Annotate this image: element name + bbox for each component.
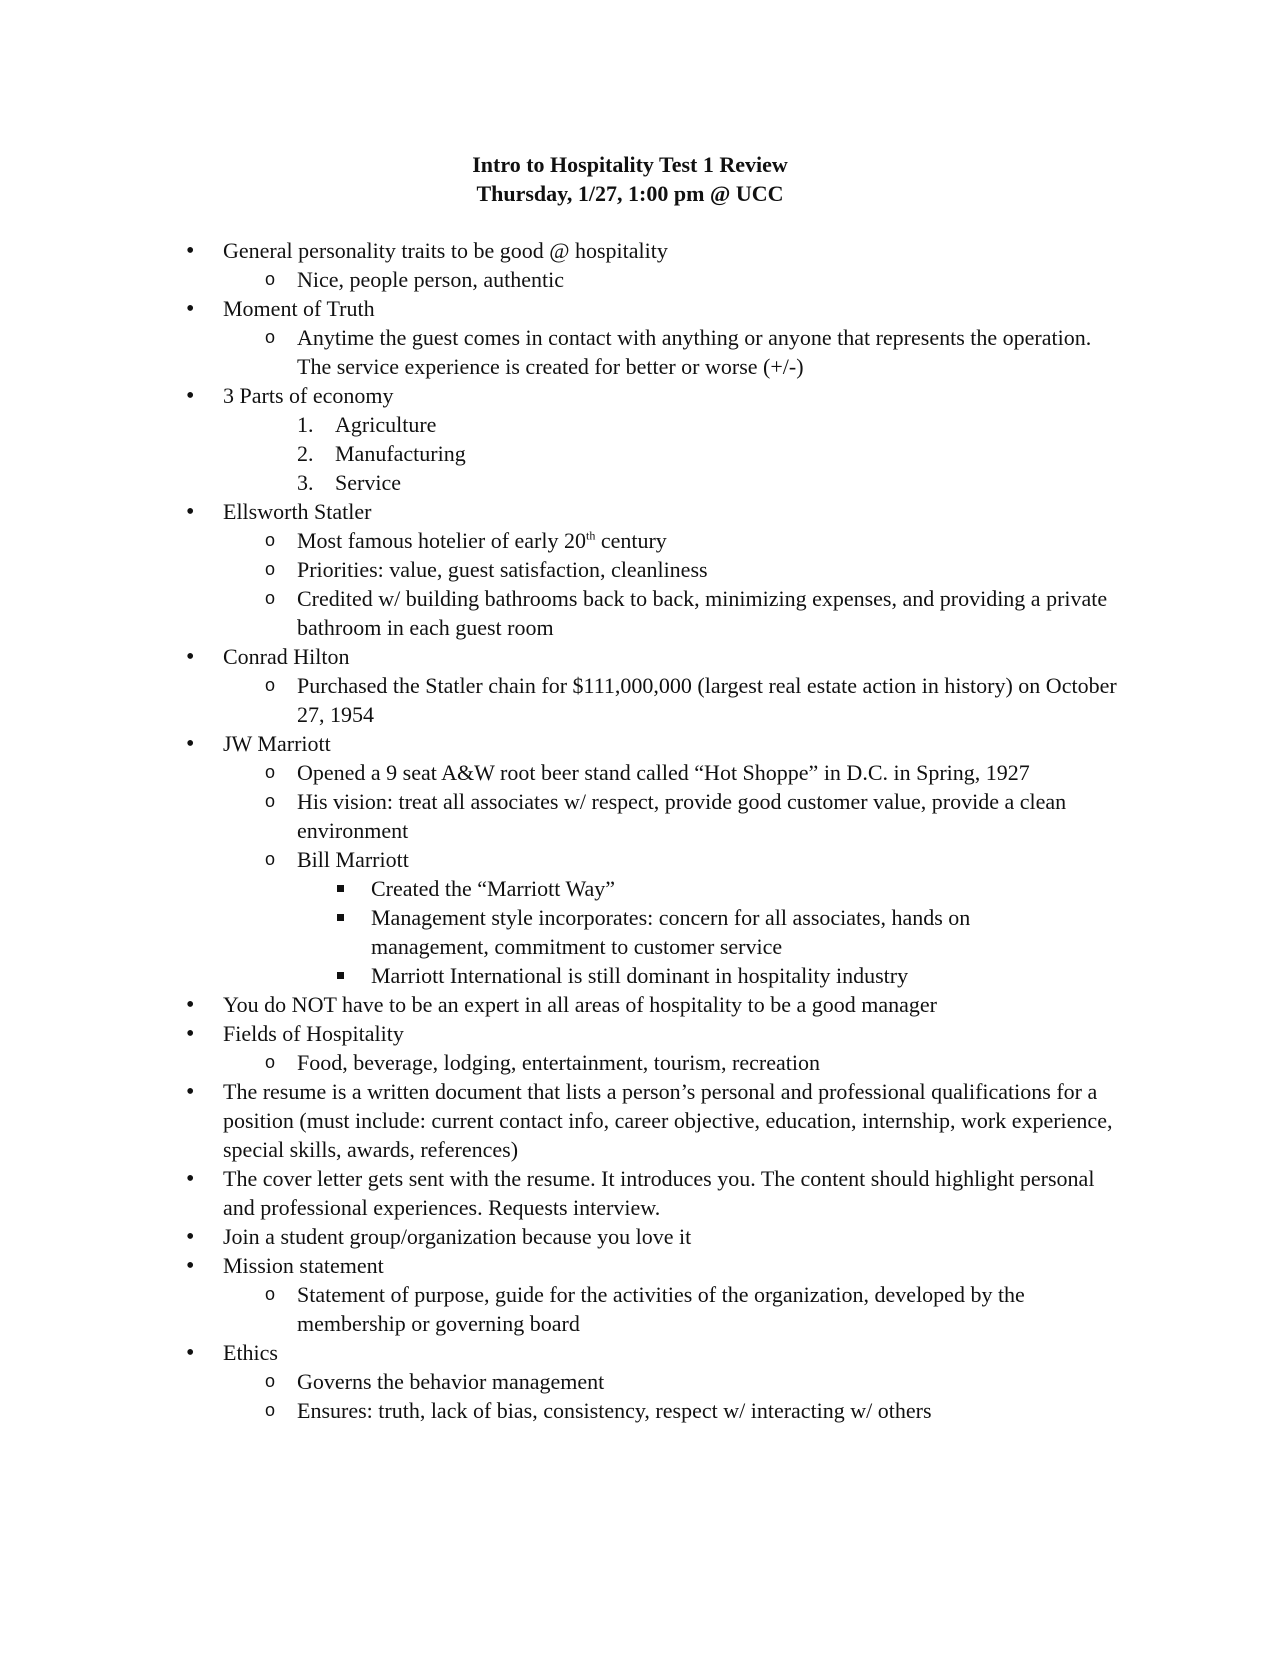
circle-bullet-icon: o [265,327,276,347]
list-number: 3. [297,470,314,495]
numbered-item [0,439,1280,468]
bullet-item [0,236,1280,265]
bullet-icon [186,1077,194,1107]
sub-bullet-item [0,671,1280,729]
circle-bullet-icon: o [265,675,276,695]
item-text: Management style incorporates: concern for all associates, hands on management, commitment to customer service [371,905,971,959]
item-text: Agriculture [335,412,437,437]
item-text: Ellsworth Statler [223,499,372,524]
numbered-item [0,468,1280,497]
item-text: Marriott International is still dominant in hospitality industry [371,963,909,988]
bullet-icon [186,729,194,759]
item-text: His vision: treat all associates w/ respect, provide good customer value, provide a clean environment [297,789,1067,843]
circle-bullet-icon: o [265,1371,276,1391]
list-number: 2. [297,441,314,466]
item-text: Conrad Hilton [223,644,350,669]
bullet-icon [186,381,194,411]
item-text: Service [335,470,401,495]
circle-bullet-icon: o [265,1284,276,1304]
circle-bullet-icon: o [265,559,276,579]
bullet-item [0,642,1280,671]
sub-bullet-item [0,1280,1280,1338]
bullet-icon [186,1338,194,1368]
item-text: You do NOT have to be an expert in all areas of hospitality to be a good manager [223,992,938,1017]
title-line-1: Intro to Hospitality Test 1 Review [472,152,788,177]
sub-bullet-item [0,555,1280,584]
item-text: Statement of purpose, guide for the activities of the organization, developed by the membership or governing board [297,1282,1025,1336]
circle-bullet-icon: o [265,269,276,289]
item-text: Credited w/ building bathrooms back to back, minimizing expenses, and providing a private bathroom in each guest room [297,586,1108,640]
bullet-icon [186,642,194,672]
bullet-item [0,729,1280,758]
sub-bullet-item [0,265,1280,294]
item-text: Manufacturing [335,441,466,466]
title-line-2: Thursday, 1/27, 1:00 pm @ UCC [476,181,784,206]
item-text: The resume is a written document that lists a person’s personal and professional qualifications for a position (must include: current contact info, career objective, education, internship, work experience, special skills, awards, references) [223,1079,1113,1162]
item-text: Opened a 9 seat A&W root beer stand called “Hot Shoppe” in D.C. in Spring, 1927 [297,760,1030,785]
circle-bullet-icon: o [265,1400,276,1420]
circle-bullet-icon: o [265,849,276,869]
bullet-icon [186,497,194,527]
item-text: Ethics [223,1340,278,1365]
square-bullet-icon [337,903,344,932]
bullet-icon [186,1019,194,1049]
sub-bullet-item [0,584,1280,642]
bullet-icon [186,1251,194,1281]
sub-sub-bullet-item [0,874,1280,903]
item-text: General personality traits to be good @ hospitality [223,238,668,263]
item-text: Bill Marriott [297,847,409,872]
bullet-item [0,1338,1280,1367]
sub-bullet-item [0,758,1280,787]
sub-sub-bullet-item [0,961,1280,990]
circle-bullet-icon: o [265,1052,276,1072]
superscript: th [586,528,596,543]
item-text: Join a student group/organization because you love it [223,1224,692,1249]
bullet-icon [186,1222,194,1252]
item-text: Mission statement [223,1253,384,1278]
sub-bullet-item [0,323,1280,381]
item-text: Food, beverage, lodging, entertainment, tourism, recreation [297,1050,820,1075]
square-bullet-icon [337,961,344,990]
bullet-icon [186,990,194,1020]
circle-bullet-icon: o [265,762,276,782]
sub-bullet-item [0,526,1280,555]
sub-bullet-item [0,1396,1280,1425]
bullet-item [0,1251,1280,1280]
sub-bullet-item [0,845,1280,874]
bullet-item [0,294,1280,323]
item-text: Purchased the Statler chain for $111,000,000 (largest real estate action in history) on October 27, 1954 [297,673,1117,727]
document-title [0,150,1260,208]
sub-bullet-item [0,1367,1280,1396]
bullet-item [0,1077,1280,1164]
sub-bullet-item [0,787,1280,845]
item-text: JW Marriott [223,731,331,756]
circle-bullet-icon: o [265,791,276,811]
list-number: 1. [297,412,314,437]
sub-sub-bullet-item [0,903,1280,961]
review-list [0,236,1280,1425]
item-text: Created the “Marriott Way” [371,876,615,901]
bullet-item [0,1222,1280,1251]
bullet-icon [186,236,194,266]
bullet-item [0,381,1280,410]
bullet-item [0,497,1280,526]
item-text: Ensures: truth, lack of bias, consistency, respect w/ interacting w/ others [297,1398,932,1423]
bullet-icon [186,1164,194,1194]
item-text: Fields of Hospitality [223,1021,404,1046]
item-text: Most famous hotelier of early 20th century [297,528,667,553]
item-text: Governs the behavior management [297,1369,605,1394]
item-text: Moment of Truth [223,296,375,321]
sub-bullet-item [0,1048,1280,1077]
item-text: Anytime the guest comes in contact with anything or anyone that represents the operation. The service experience is created for better or worse (+/-) [297,325,1092,379]
item-text: The cover letter gets sent with the resume. It introduces you. The content should highlight personal and professional experiences. Requests interview. [223,1166,1095,1220]
bullet-item [0,990,1280,1019]
bullet-item [0,1019,1280,1048]
item-text: Priorities: value, guest satisfaction, cleanliness [297,557,708,582]
bullet-icon [186,294,194,324]
item-text: Nice, people person, authentic [297,267,564,292]
bullet-item [0,1164,1280,1222]
item-text: 3 Parts of economy [223,383,394,408]
square-bullet-icon [337,874,344,903]
circle-bullet-icon: o [265,588,276,608]
circle-bullet-icon: o [265,530,276,550]
numbered-item [0,410,1280,439]
